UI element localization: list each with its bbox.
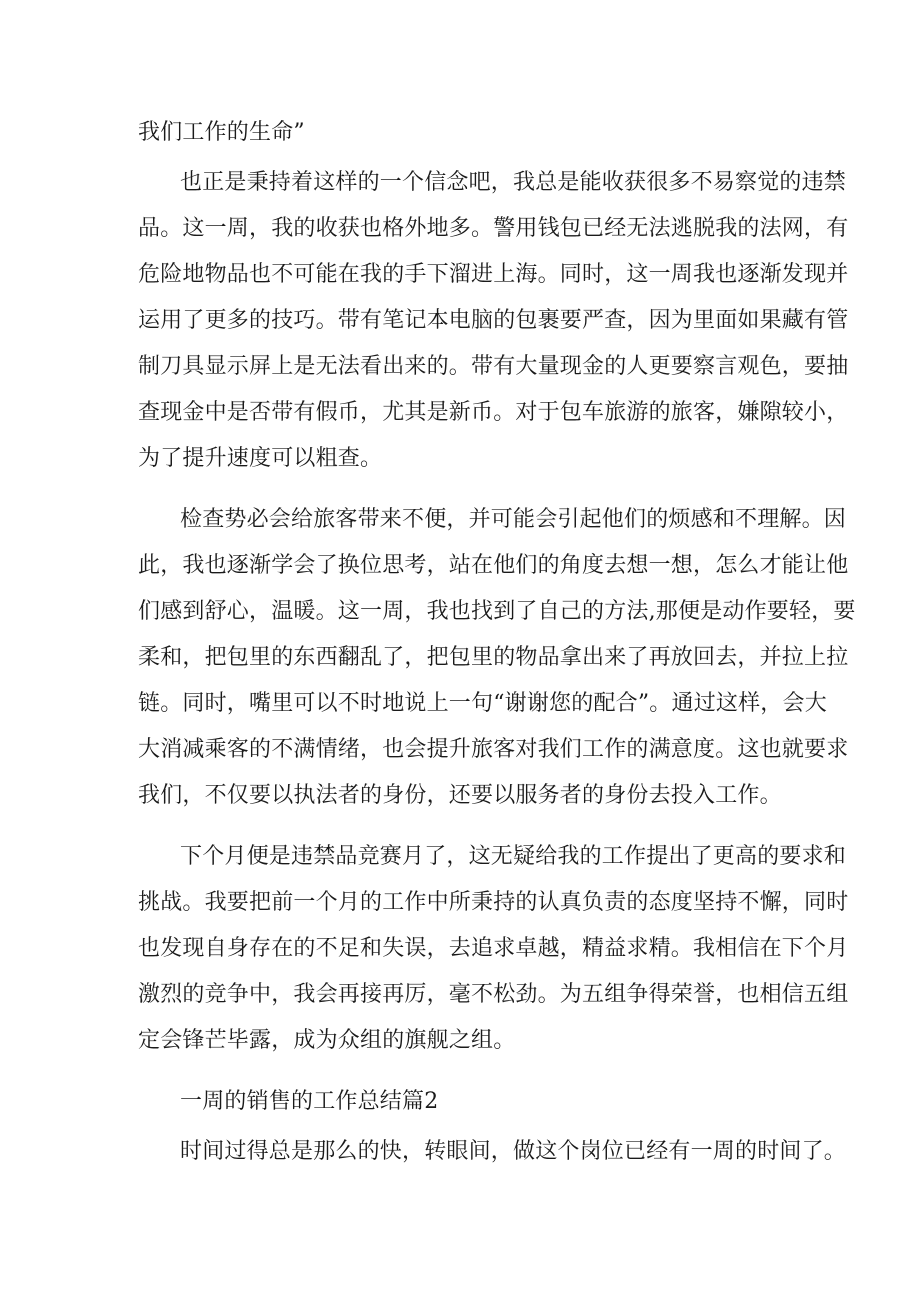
paragraph-4-line: 时间过得总是那么的快，转眼间，做这个岗位已经有一周的时间了。 <box>180 1139 847 1164</box>
paragraph-1-line: 制刀具显示屏上是无法看出来的。带有大量现金的人更要察言观色，要抽 <box>138 354 849 379</box>
paragraph-1-line: 品。这一周，我的收获也格外地多。警用钱包已经无法逃脱我的法网，有 <box>138 216 849 241</box>
paragraph-3-line: 激烈的竞争中，我会再接再厉，毫不松劲。为五组争得荣誉，也相信五组 <box>138 982 849 1007</box>
section-heading: 一周的销售的工作总结篇2 <box>180 1089 439 1114</box>
paragraph-2-line: 链。同时，嘴里可以不时地说上一句“谢谢您的配合”。通过这样，会大 <box>138 691 827 716</box>
paragraph-1-line: 为了提升速度可以粗查。 <box>138 446 383 471</box>
paragraph-3-line: 下个月便是违禁品竞赛月了，这无疑给我的工作提出了更高的要求和 <box>180 844 847 869</box>
paragraph-3-line: 定会锋芒毕露，成为众组的旗舰之组。 <box>138 1028 516 1053</box>
paragraph-2-line: 我们，不仅要以执法者的身份，还要以服务者的身份去投入工作。 <box>138 783 782 808</box>
paragraph-3-line: 也发现自身存在的不足和失误，去追求卓越，精益求精。我相信在下个月 <box>138 936 849 961</box>
paragraph-2-line: 检查势必会给旅客带来不便，并可能会引起他们的烦感和不理解。因 <box>180 507 847 532</box>
paragraph-2-line: 们感到舒心，温暖。这一周，我也找到了自己的方法,那便是动作要轻，要 <box>138 599 856 624</box>
paragraph-1-line: 危险地物品也不可能在我的手下溜进上海。同时，这一周我也逐渐发现并 <box>138 262 849 287</box>
paragraph-continuation-line: 我们工作的生命” <box>138 120 305 145</box>
paragraph-1-line: 也正是秉持着这样的一个信念吧，我总是能收获很多不易察觉的违禁 <box>180 170 847 195</box>
paragraph-2-line: 柔和，把包里的东西翻乱了，把包里的物品拿出来了再放回去，并拉上拉 <box>138 645 849 670</box>
paragraph-3-line: 挑战。我要把前一个月的工作中所秉持的认真负责的态度坚持不懈，同时 <box>138 890 849 915</box>
paragraph-1-line: 运用了更多的技巧。带有笔记本电脑的包裹要严查，因为里面如果藏有管 <box>138 308 849 333</box>
paragraph-2-line: 此，我也逐渐学会了换位思考，站在他们的角度去想一想，怎么才能让他 <box>138 553 849 578</box>
paragraph-2-line: 大消减乘客的不满情绪，也会提升旅客对我们工作的满意度。这也就要求 <box>138 737 849 762</box>
paragraph-1-line: 查现金中是否带有假币，尤其是新币。对于包车旅游的旅客，嫌隙较小， <box>138 400 849 425</box>
